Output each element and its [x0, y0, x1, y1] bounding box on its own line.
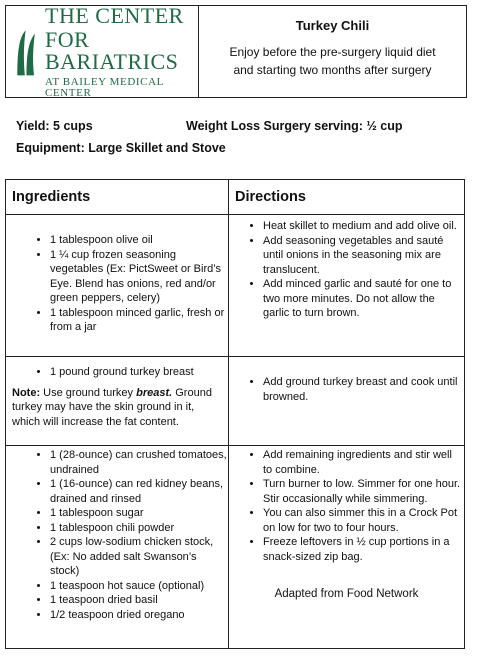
list-item: • Heat skillet to medium and add olive oil.: [263, 219, 464, 234]
serving-label: Weight Loss Surgery serving: ½ cup: [186, 119, 403, 133]
ingredients-cell: [6, 446, 229, 649]
ingredient-list: [6, 448, 228, 622]
logo-line-3: AT BAILEY MEDICAL CENTER: [45, 75, 164, 99]
ingredients-cell: [6, 215, 229, 357]
table-row: [6, 446, 465, 649]
recipe-table: [5, 179, 465, 649]
recipe-header: [5, 2, 467, 99]
directions-cell: [229, 357, 465, 446]
recipe-title: Turkey Chili: [295, 18, 370, 33]
list-item: • 1 tablespoon olive oil: [50, 233, 228, 248]
list-item: • You can also simmer this in a Crock Pot on low for two to four hours.: [263, 506, 464, 535]
note-label: Note:: [12, 386, 41, 399]
list-item: • Turn burner to low. Simmer for one hour. Stir occasionally while simmering.: [263, 477, 464, 506]
logo-line-2: FOR BARIATRICS: [45, 26, 179, 74]
list-item: • Add minced garlic and sauté for one to two more minutes. Do not allow the garlic to turn brown.: [263, 277, 464, 321]
list-item: • 2 cups low-sodium chicken stock, (Ex: No added salt Swanson’s stock): [50, 535, 228, 579]
yield-label: Yield: 5 cups: [16, 119, 93, 133]
list-item: • Freeze leftovers in ½ cup portions in a snack-sized zip bag.: [263, 535, 464, 564]
note-text-a: Use ground turkey: [40, 386, 137, 399]
logo: [6, 2, 199, 99]
list-item: • 1 tablespoon chili powder: [50, 521, 228, 536]
list-item: • Add remaining ingredients and stir well to combine.: [263, 448, 464, 477]
list-item: • Add ground turkey breast and cook until browned.: [263, 375, 464, 404]
turkey-note: [6, 380, 228, 430]
bariatrics-logo-mark-icon: [14, 22, 39, 82]
intro-line-2: and starting two months after surgery: [233, 63, 432, 77]
list-item: • 1 teaspoon hot sauce (optional): [50, 579, 228, 594]
direction-list: [229, 448, 464, 564]
ingredients-header: Ingredients: [6, 180, 229, 215]
logo-line-1: THE CENTER: [45, 2, 184, 28]
list-item: • 1/2 teaspoon dried oregano: [50, 608, 228, 623]
note-emphasis: breast.: [136, 386, 173, 399]
list-item: • 1 teaspoon dried basil: [50, 593, 228, 608]
directions-header: Directions: [229, 180, 465, 215]
list-item: • 1 tablespoon minced garlic, fresh or from a jar: [50, 306, 228, 335]
table-row: [6, 215, 465, 357]
intro-line-1: Enjoy before the pre-surgery liquid diet: [229, 45, 436, 59]
list-item: • 1 ¼ cup frozen seasoning vegetables (Ex: PictSweet or Bird’s Eye. Blend has onions, red and/or green peppers, celery): [50, 248, 228, 306]
table-row: [6, 357, 465, 446]
ingredient-list: [6, 233, 228, 335]
ingredients-cell: [6, 357, 229, 446]
list-item: • 1 (28-ounce) can crushed tomatoes, undrained: [50, 448, 228, 477]
equipment-label: Equipment: Large Skillet and Stove: [16, 141, 226, 155]
note-text-b: Ground turkey may have the skin ground in it, which will increase the fat content.: [12, 386, 212, 428]
recipe-credit: Adapted from Food Network: [274, 588, 419, 600]
direction-list: [229, 219, 464, 321]
ingredient-list: [6, 365, 228, 380]
list-item: • 1 (16-ounce) can red kidney beans, drained and rinsed: [50, 477, 228, 506]
list-item: • Add seasoning vegetables and sauté until onions in the seasoning mix are translucent.: [263, 234, 464, 278]
list-item: • 1 pound ground turkey breast: [50, 365, 228, 380]
recipe-intro: [199, 43, 466, 79]
title-cell: [199, 6, 466, 97]
direction-list: [229, 375, 464, 404]
list-item: • 1 tablespoon sugar: [50, 506, 228, 521]
directions-cell: [229, 215, 465, 357]
directions-cell: [229, 446, 465, 649]
